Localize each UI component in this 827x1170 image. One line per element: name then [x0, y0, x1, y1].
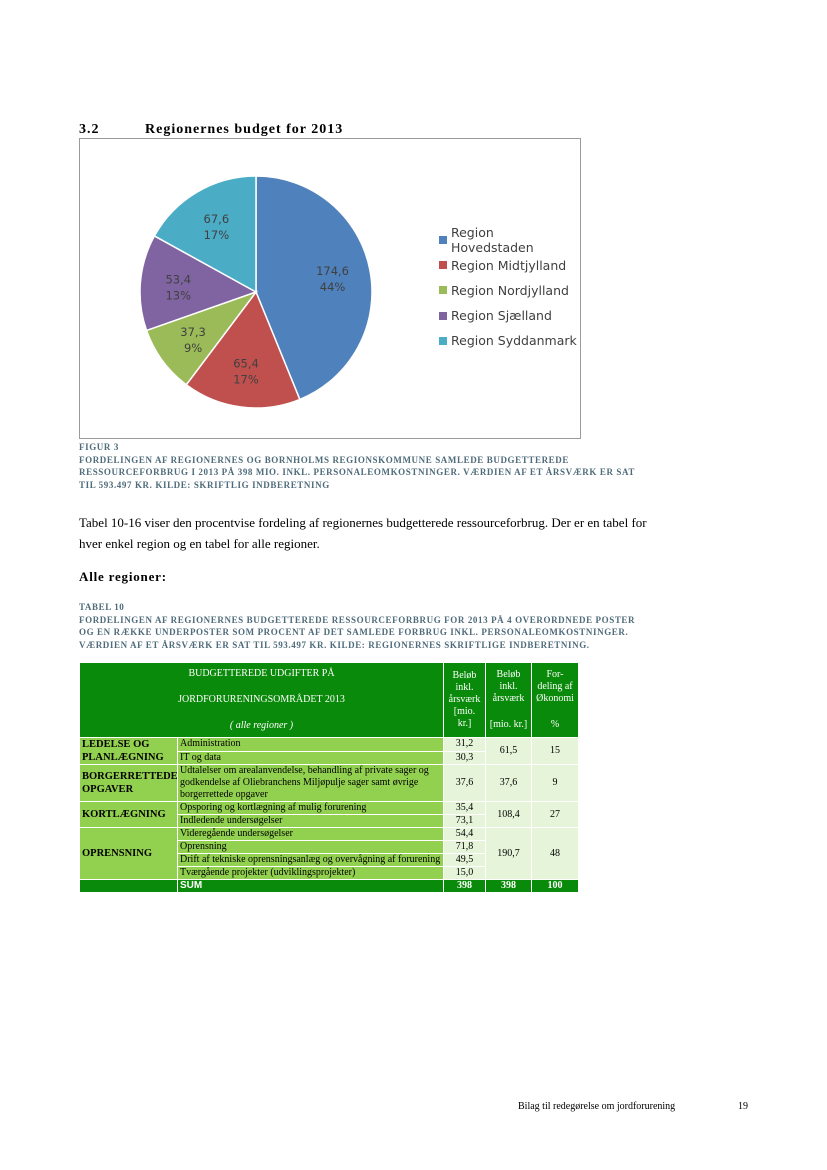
- body-paragraph: Tabel 10-16 viser den procentvise fordeling af regionernes budgetterede ressourceforbrug. Der er en tabel for hver enkel region og en tabel for alle regioner.: [79, 515, 647, 551]
- slice-percent-label: 44%: [319, 279, 346, 294]
- slice-value-label: 174,6: [316, 263, 350, 278]
- sum-pct: 100: [532, 880, 579, 893]
- sum-total: 398: [486, 880, 532, 893]
- category-oprensning: OPRENSNING: [80, 828, 178, 880]
- sum-row: [80, 880, 579, 893]
- item-value: 37,6: [444, 765, 486, 802]
- item-value: 54,4: [444, 828, 486, 841]
- table-row: [80, 738, 579, 752]
- figure-caption-text: FORDELINGEN AF REGIONERNES OG BORNHOLMS REGIONSKOMMUNE SAMLEDE BUDGETTEREDE RESSOURCEFORBRUG I 2013 PÅ 398 MIO. INKL. PERSONALEOMKOSTNINGER. VÆRDIEN AF ET ÅRSVÆRK ER SAT TIL 593.497 KR. KILDE: SKRIFTLIG INDBERETNING: [79, 454, 635, 490]
- header-col-pct-label: For-deling af Økonomi: [536, 669, 574, 704]
- slice-value-label: 65,4: [233, 356, 259, 371]
- header-line1: BUDGETTEREDE UDGIFTER PÅ: [188, 668, 335, 679]
- legend-swatch: [439, 286, 447, 294]
- group-total: 108,4: [486, 802, 532, 828]
- legend-item: [439, 307, 552, 325]
- slice-percent-label: 17%: [203, 227, 230, 242]
- table-row: [80, 802, 579, 815]
- table-header-title: [80, 663, 444, 738]
- subheading: Alle regioner:: [79, 569, 167, 584]
- legend-item: [439, 332, 577, 350]
- header-line2: JORDFORURENINGSOMRÅDET 2013: [178, 694, 345, 705]
- item-label: IT og data: [178, 751, 444, 765]
- table-caption: [79, 601, 639, 651]
- group-total: 190,7: [486, 828, 532, 880]
- legend-swatch: [439, 312, 447, 320]
- item-value: 73,1: [444, 815, 486, 828]
- category-borgerrettede: BORGERRETTEDE OPGAVER: [80, 765, 178, 802]
- item-label: Oprensning: [178, 841, 444, 854]
- group-pct: 48: [532, 828, 579, 880]
- header-col-total: [486, 663, 532, 738]
- section-title: Regionernes budget for 2013: [145, 122, 344, 137]
- item-label: Administration: [178, 738, 444, 752]
- table-row: [80, 765, 579, 802]
- header-line3: ( alle regioner ): [229, 720, 294, 731]
- group-pct: 9: [532, 765, 579, 802]
- pie-chart: [79, 138, 581, 439]
- header-col-pct: [532, 663, 579, 738]
- item-label: Opsporing og kortlægning af mulig forurening: [178, 802, 444, 815]
- sum-label: SUM: [178, 880, 444, 893]
- legend-label: Region Hovedstaden: [450, 225, 534, 255]
- item-value: 30,3: [444, 751, 486, 765]
- table-label: TABEL 10: [79, 602, 125, 612]
- legend-swatch: [439, 337, 447, 345]
- item-value: 35,4: [444, 802, 486, 815]
- table-header-row: [80, 663, 579, 738]
- item-value: 15,0: [444, 867, 486, 880]
- item-label: Videregående undersøgelser: [178, 828, 444, 841]
- table-caption-text: FORDELINGEN AF REGIONERNES BUDGETTEREDE RESSOURCEFORBRUG FOR 2013 PÅ 4 OVERORDNEDE POSTER OG EN RÆKKE UNDERPOSTER SOM PROCENT AF DET SAMLEDE FORBRUG INKL. PERSONALEOMKOSTNINGER. VÆRDIEN AF ET ÅRSVÆRK ER SAT TIL 593.497 KR. KILDE: REGIONERNES SKRIFTLIGE INDBERETNING.: [79, 614, 636, 650]
- group-pct: 27: [532, 802, 579, 828]
- legend-item: [439, 256, 566, 274]
- footer-text: Bilag til redegørelse om jordforurening: [518, 1101, 676, 1112]
- legend-label: Region Nordjylland: [451, 282, 569, 298]
- legend-item: [439, 281, 569, 299]
- item-label: Udtalelser om arealanvendelse, behandling af private sager og godkendelse af Oliebranchens Miljøpulje sager samt øvrige borgerrettede opgaver: [178, 765, 444, 802]
- figure-caption: [79, 441, 639, 491]
- legend-item: [439, 225, 580, 255]
- group-total: 37,6: [486, 765, 532, 802]
- legend-swatch: [439, 236, 447, 244]
- slice-value-label: 53,4: [165, 272, 192, 287]
- item-value: 31,2: [444, 738, 486, 752]
- legend-label: Region Syddanmark: [451, 333, 577, 349]
- table-row: [80, 828, 579, 841]
- sum-value: 398: [444, 880, 486, 893]
- sum-spacer: [80, 880, 178, 893]
- item-value: 71,8: [444, 841, 486, 854]
- legend-label: Region Sjælland: [451, 308, 552, 324]
- slice-percent-label: 17%: [233, 372, 259, 387]
- page-number: 19: [738, 1101, 748, 1112]
- item-value: 49,5: [444, 854, 486, 867]
- slice-value-label: 67,6: [203, 211, 230, 226]
- item-label: Tværgående projekter (udviklingsprojekter): [178, 867, 444, 880]
- header-col-amount: Beløb inkl. årsværk [mio. kr.]: [444, 663, 486, 738]
- slice-percent-label: 9%: [183, 341, 203, 356]
- legend-label: Region Midtjylland: [451, 257, 567, 273]
- group-total: 61,5: [486, 738, 532, 765]
- legend-swatch: [439, 261, 447, 269]
- slice-percent-label: 13%: [165, 288, 192, 303]
- item-label: Indledende undersøgelser: [178, 815, 444, 828]
- category-ledelse: LEDELSE OG PLANLÆGNING: [80, 738, 178, 765]
- header-col-pct-unit: %: [550, 719, 560, 730]
- slice-value-label: 37,3: [180, 325, 206, 340]
- item-label: Drift af tekniske oprensningsanlæg og overvågning af forurening: [178, 854, 444, 867]
- header-col-total-label: Beløb inkl. årsværk: [492, 669, 525, 704]
- header-col-total-unit: [mio. kr.]: [489, 719, 528, 730]
- section-number: 3.2: [79, 122, 100, 137]
- figure-label: FIGUR 3: [79, 442, 119, 452]
- category-kortlaegning: KORTLÆGNING: [80, 802, 178, 828]
- group-pct: 15: [532, 738, 579, 765]
- budget-table: [79, 662, 579, 893]
